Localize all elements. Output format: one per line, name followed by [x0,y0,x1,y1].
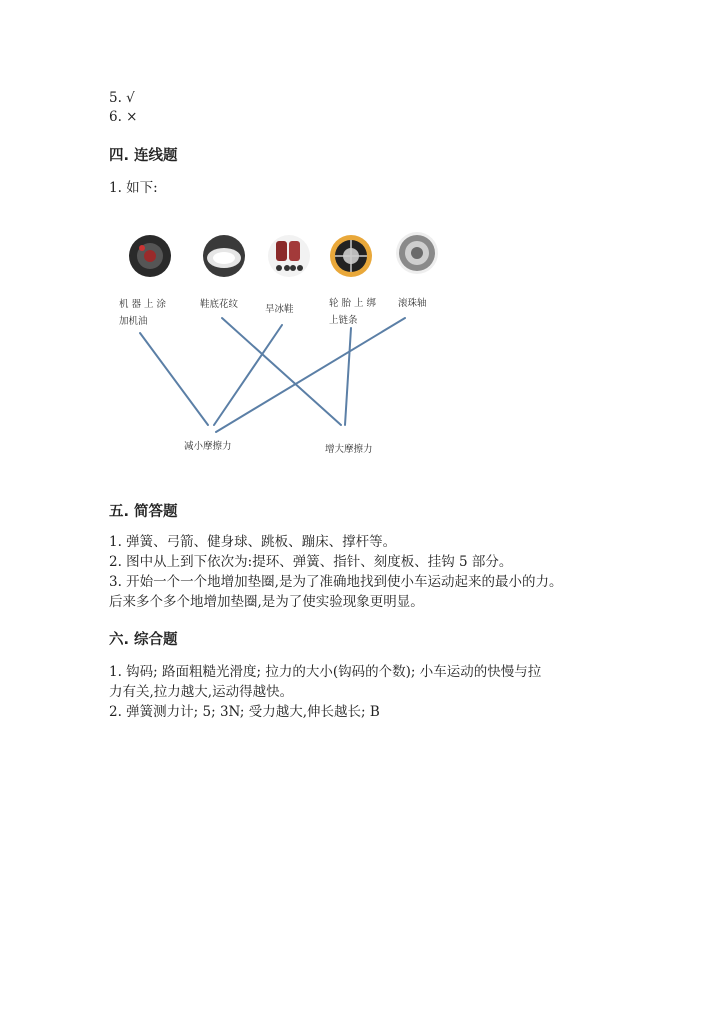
section6-line3: 2. 弹簧测力计; 5; 3N; 受力越大,伸长越长; B [109,704,380,720]
matching-diagram [0,0,720,470]
section4-heading: 四. 连线题 [109,148,178,164]
section5-heading: 五. 简答题 [109,504,178,520]
shoe-sole-icon [203,235,245,277]
section4-item1: 1. 如下: [109,180,158,196]
label-roller-skate: 旱冰鞋 [265,304,294,315]
section5-line1: 1. 弹簧、弓箭、健身球、跳板、蹦床、撑杆等。 [109,534,397,550]
label-machine-line2: 加机油 [119,316,148,327]
section5-line2: 2. 图中从上到下依次为:提环、弹簧、指针、刻度板、挂钩 5 部分。 [109,554,513,570]
connector-tire-to-increase [345,328,351,425]
ball-bearing-icon [396,232,438,274]
connector-sole-to-increase [222,318,341,425]
label-ball-bearing: 滚珠轴 [398,298,427,309]
roller-skate-icon [268,235,310,277]
label-shoe-sole: 鞋底花纹 [200,299,239,310]
section6-line1: 1. 钩码; 路面粗糙光滑度; 拉力的大小(钩码的个数); 小车运动的快慢与拉 [109,664,542,680]
target-increase-friction: 增大摩擦力 [325,444,373,455]
target-reduce-friction: 减小摩擦力 [184,441,232,452]
section6-heading: 六. 综合题 [109,632,178,648]
connector-bearing-to-reduce [216,318,405,432]
section5-line4: 后来多个多个地增加垫圈,是为了使实验现象更明显。 [109,594,424,610]
answer-6: 6. × [109,109,138,125]
tire-chain-icon [330,235,372,277]
section6-line2: 力有关,拉力越大,运动得越快。 [109,684,294,700]
answer-5: 5. √ [109,90,135,106]
label-tire-line1: 轮 胎 上 绑 [329,298,377,309]
label-machine-line1: 机 器 上 涂 [119,299,167,310]
connector-machine-to-reduce [140,333,208,425]
label-tire-line2: 上链条 [329,315,358,326]
section5-line3: 3. 开始一个一个地增加垫圈,是为了准确地找到使小车运动起来的最小的力。 [109,574,563,590]
connector-skate-to-reduce [214,325,282,425]
machine-gear-icon [129,235,171,277]
